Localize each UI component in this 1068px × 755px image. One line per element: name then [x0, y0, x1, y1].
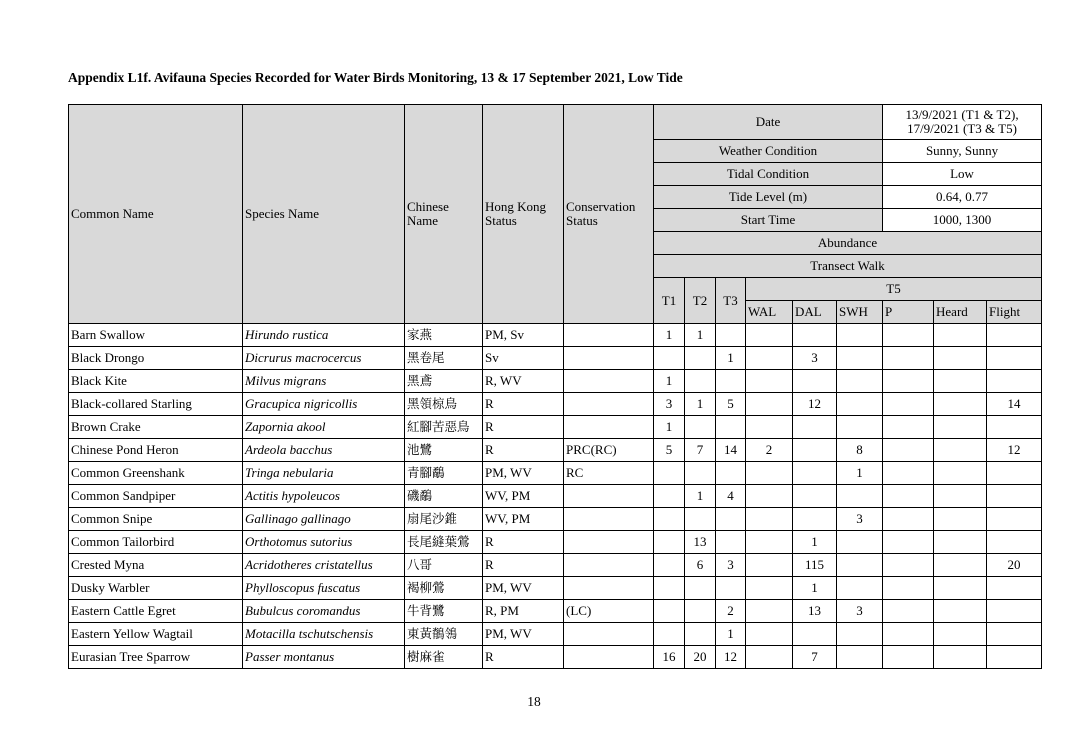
- flight-cell: [987, 370, 1042, 393]
- t1-cell: [654, 462, 685, 485]
- chinese-name-cell: 樹麻雀: [405, 646, 483, 669]
- t3-cell: [716, 577, 746, 600]
- table-row: [69, 370, 1042, 393]
- hk-status-cell: PM, WV: [483, 462, 564, 485]
- t1-cell: [654, 623, 685, 646]
- chinese-name-cell: 扇尾沙錐: [405, 508, 483, 531]
- dal-cell: [793, 462, 837, 485]
- dal-cell: 1: [793, 577, 837, 600]
- wal-cell: [746, 646, 793, 669]
- hk-status-cell: R: [483, 554, 564, 577]
- header-hk-status: Hong Kong Status: [483, 105, 564, 324]
- t1-cell: 1: [654, 324, 685, 347]
- flight-cell: [987, 646, 1042, 669]
- common-name-cell: Eurasian Tree Sparrow: [69, 646, 243, 669]
- start-time-value: 1000, 1300: [883, 209, 1042, 232]
- header-wal: WAL: [746, 301, 793, 324]
- common-name-cell: Eastern Cattle Egret: [69, 600, 243, 623]
- t2-cell: [685, 370, 716, 393]
- common-name-cell: Crested Myna: [69, 554, 243, 577]
- chinese-name-cell: 褐柳鶯: [405, 577, 483, 600]
- species-name-cell: Phylloscopus fuscatus: [243, 577, 405, 600]
- conservation-status-cell: [564, 393, 654, 416]
- conservation-status-cell: PRC(RC): [564, 439, 654, 462]
- table-row: [69, 577, 1042, 600]
- t1-cell: [654, 577, 685, 600]
- wal-cell: [746, 531, 793, 554]
- dal-cell: 7: [793, 646, 837, 669]
- conservation-status-cell: (LC): [564, 600, 654, 623]
- conservation-status-cell: [564, 554, 654, 577]
- conservation-status-cell: [564, 623, 654, 646]
- t3-cell: 14: [716, 439, 746, 462]
- t3-cell: 4: [716, 485, 746, 508]
- t2-cell: 1: [685, 485, 716, 508]
- species-name-cell: Zapornia akool: [243, 416, 405, 439]
- wal-cell: [746, 393, 793, 416]
- hk-status-cell: Sv: [483, 347, 564, 370]
- t2-cell: [685, 623, 716, 646]
- conservation-status-cell: [564, 508, 654, 531]
- t3-cell: 2: [716, 600, 746, 623]
- conservation-status-cell: [564, 646, 654, 669]
- t3-cell: [716, 531, 746, 554]
- dal-cell: [793, 324, 837, 347]
- swh-cell: [837, 623, 883, 646]
- t3-cell: 1: [716, 347, 746, 370]
- p-cell: [883, 508, 934, 531]
- swh-cell: 3: [837, 508, 883, 531]
- heard-cell: [934, 554, 987, 577]
- header-heard: Heard: [934, 301, 987, 324]
- t3-cell: 1: [716, 623, 746, 646]
- conservation-status-cell: RC: [564, 462, 654, 485]
- chinese-name-cell: 八哥: [405, 554, 483, 577]
- species-name-cell: Acridotheres cristatellus: [243, 554, 405, 577]
- species-name-cell: Gallinago gallinago: [243, 508, 405, 531]
- p-cell: [883, 393, 934, 416]
- header-common-name: Common Name: [69, 105, 243, 324]
- common-name-cell: Black Drongo: [69, 347, 243, 370]
- heard-cell: [934, 439, 987, 462]
- table-row: [69, 508, 1042, 531]
- weather-label: Weather Condition: [654, 140, 883, 163]
- swh-cell: [837, 577, 883, 600]
- wal-cell: [746, 485, 793, 508]
- species-name-cell: Motacilla tschutschensis: [243, 623, 405, 646]
- table-row: [69, 485, 1042, 508]
- dal-cell: [793, 508, 837, 531]
- flight-cell: [987, 531, 1042, 554]
- wal-cell: [746, 508, 793, 531]
- hk-status-cell: R: [483, 439, 564, 462]
- swh-cell: [837, 485, 883, 508]
- p-cell: [883, 554, 934, 577]
- table-row: [69, 324, 1042, 347]
- header-p: P: [883, 301, 934, 324]
- table-row: [69, 462, 1042, 485]
- p-cell: [883, 577, 934, 600]
- chinese-name-cell: 紅腳苦惡鳥: [405, 416, 483, 439]
- dal-cell: 13: [793, 600, 837, 623]
- dal-cell: 12: [793, 393, 837, 416]
- header-t3: T3: [716, 278, 746, 324]
- p-cell: [883, 347, 934, 370]
- table-row: [69, 416, 1042, 439]
- table-row: [69, 347, 1042, 370]
- header-t1: T1: [654, 278, 685, 324]
- hk-status-cell: PM, Sv: [483, 324, 564, 347]
- chinese-name-cell: 長尾縫葉鶯: [405, 531, 483, 554]
- chinese-name-cell: 青腳鷸: [405, 462, 483, 485]
- species-name-cell: Actitis hypoleucos: [243, 485, 405, 508]
- t2-cell: 20: [685, 646, 716, 669]
- t3-cell: 5: [716, 393, 746, 416]
- t1-cell: 1: [654, 370, 685, 393]
- wal-cell: [746, 370, 793, 393]
- t2-cell: 7: [685, 439, 716, 462]
- common-name-cell: Common Tailorbird: [69, 531, 243, 554]
- heard-cell: [934, 508, 987, 531]
- swh-cell: 8: [837, 439, 883, 462]
- p-cell: [883, 600, 934, 623]
- swh-cell: [837, 416, 883, 439]
- chinese-name-cell: 牛背鷺: [405, 600, 483, 623]
- swh-cell: [837, 554, 883, 577]
- header-chinese-name: Chinese Name: [405, 105, 483, 324]
- wal-cell: 2: [746, 439, 793, 462]
- flight-cell: [987, 324, 1042, 347]
- hk-status-cell: R: [483, 393, 564, 416]
- swh-cell: 1: [837, 462, 883, 485]
- flight-cell: [987, 416, 1042, 439]
- conservation-status-cell: [564, 416, 654, 439]
- t2-cell: 1: [685, 393, 716, 416]
- header-dal: DAL: [793, 301, 837, 324]
- p-cell: [883, 324, 934, 347]
- t2-cell: [685, 416, 716, 439]
- wal-cell: [746, 324, 793, 347]
- flight-cell: [987, 577, 1042, 600]
- header-swh: SWH: [837, 301, 883, 324]
- flight-cell: [987, 600, 1042, 623]
- table-row: [69, 623, 1042, 646]
- t2-cell: [685, 577, 716, 600]
- hk-status-cell: PM, WV: [483, 577, 564, 600]
- t1-cell: 3: [654, 393, 685, 416]
- appendix-title: Appendix L1f. Avifauna Species Recorded for Water Birds Monitoring, 13 & 17 September 2021, Low Tide: [68, 70, 683, 85]
- header-species-name: Species Name: [243, 105, 405, 324]
- header-t2: T2: [685, 278, 716, 324]
- species-name-cell: Milvus migrans: [243, 370, 405, 393]
- chinese-name-cell: 東黃鶺鴒: [405, 623, 483, 646]
- wal-cell: [746, 623, 793, 646]
- t3-cell: [716, 324, 746, 347]
- species-name-cell: Tringa nebularia: [243, 462, 405, 485]
- flight-cell: 12: [987, 439, 1042, 462]
- t2-cell: [685, 347, 716, 370]
- common-name-cell: Common Sandpiper: [69, 485, 243, 508]
- species-name-cell: Passer montanus: [243, 646, 405, 669]
- species-name-cell: Bubulcus coromandus: [243, 600, 405, 623]
- dal-cell: [793, 439, 837, 462]
- p-cell: [883, 370, 934, 393]
- table-row: [69, 531, 1042, 554]
- species-name-cell: Hirundo rustica: [243, 324, 405, 347]
- chinese-name-cell: 家燕: [405, 324, 483, 347]
- t3-cell: 12: [716, 646, 746, 669]
- hk-status-cell: WV, PM: [483, 485, 564, 508]
- t2-cell: 6: [685, 554, 716, 577]
- dal-cell: 1: [793, 531, 837, 554]
- species-rows: [69, 324, 1042, 669]
- common-name-cell: Black-collared Starling: [69, 393, 243, 416]
- species-table: [68, 104, 1042, 669]
- heard-cell: [934, 370, 987, 393]
- species-name-cell: Gracupica nigricollis: [243, 393, 405, 416]
- p-cell: [883, 462, 934, 485]
- date-value: 13/9/2021 (T1 & T2), 17/9/2021 (T3 & T5): [883, 105, 1042, 140]
- transect-walk-header: Transect Walk: [654, 255, 1042, 278]
- page-number: 18: [527, 694, 541, 709]
- conservation-status-cell: [564, 324, 654, 347]
- p-cell: [883, 646, 934, 669]
- t3-cell: 3: [716, 554, 746, 577]
- species-name-cell: Orthotomus sutorius: [243, 531, 405, 554]
- p-cell: [883, 623, 934, 646]
- flight-cell: [987, 347, 1042, 370]
- chinese-name-cell: 池鷺: [405, 439, 483, 462]
- table-row: [69, 600, 1042, 623]
- t1-cell: [654, 600, 685, 623]
- hk-status-cell: WV, PM: [483, 508, 564, 531]
- p-cell: [883, 416, 934, 439]
- common-name-cell: Common Greenshank: [69, 462, 243, 485]
- heard-cell: [934, 462, 987, 485]
- t1-cell: 5: [654, 439, 685, 462]
- common-name-cell: Barn Swallow: [69, 324, 243, 347]
- heard-cell: [934, 531, 987, 554]
- swh-cell: [837, 393, 883, 416]
- t2-cell: 13: [685, 531, 716, 554]
- wal-cell: [746, 600, 793, 623]
- conservation-status-cell: [564, 347, 654, 370]
- t2-cell: [685, 462, 716, 485]
- conservation-status-cell: [564, 485, 654, 508]
- tidal-label: Tidal Condition: [654, 163, 883, 186]
- chinese-name-cell: 黑領椋鳥: [405, 393, 483, 416]
- swh-cell: [837, 646, 883, 669]
- hk-status-cell: R: [483, 531, 564, 554]
- header-t5: T5: [746, 278, 1042, 301]
- t2-cell: 1: [685, 324, 716, 347]
- heard-cell: [934, 600, 987, 623]
- tide-level-value: 0.64, 0.77: [883, 186, 1042, 209]
- date-label: Date: [654, 105, 883, 140]
- t3-cell: [716, 370, 746, 393]
- dal-cell: [793, 485, 837, 508]
- heard-cell: [934, 646, 987, 669]
- flight-cell: 20: [987, 554, 1042, 577]
- t1-cell: [654, 508, 685, 531]
- start-time-label: Start Time: [654, 209, 883, 232]
- common-name-cell: Brown Crake: [69, 416, 243, 439]
- p-cell: [883, 439, 934, 462]
- chinese-name-cell: 黑鳶: [405, 370, 483, 393]
- t1-cell: 1: [654, 416, 685, 439]
- flight-cell: [987, 485, 1042, 508]
- heard-cell: [934, 485, 987, 508]
- flight-cell: [987, 462, 1042, 485]
- conservation-status-cell: [564, 577, 654, 600]
- t1-cell: 16: [654, 646, 685, 669]
- dal-cell: [793, 416, 837, 439]
- dal-cell: 3: [793, 347, 837, 370]
- t1-cell: [654, 485, 685, 508]
- swh-cell: 3: [837, 600, 883, 623]
- hk-status-cell: R, PM: [483, 600, 564, 623]
- table-row: [69, 393, 1042, 416]
- chinese-name-cell: 磯鷸: [405, 485, 483, 508]
- p-cell: [883, 531, 934, 554]
- t1-cell: [654, 347, 685, 370]
- dal-cell: 115: [793, 554, 837, 577]
- hk-status-cell: R: [483, 646, 564, 669]
- species-name-cell: Dicrurus macrocercus: [243, 347, 405, 370]
- dal-cell: [793, 370, 837, 393]
- flight-cell: 14: [987, 393, 1042, 416]
- t3-cell: [716, 416, 746, 439]
- table-row: [69, 439, 1042, 462]
- conservation-status-cell: [564, 370, 654, 393]
- species-name-cell: Ardeola bacchus: [243, 439, 405, 462]
- hk-status-cell: R: [483, 416, 564, 439]
- header-flight: Flight: [987, 301, 1042, 324]
- common-name-cell: Black Kite: [69, 370, 243, 393]
- flight-cell: [987, 623, 1042, 646]
- abundance-header: Abundance: [654, 232, 1042, 255]
- swh-cell: [837, 324, 883, 347]
- table-row: [69, 646, 1042, 669]
- wal-cell: [746, 554, 793, 577]
- swh-cell: [837, 347, 883, 370]
- common-name-cell: Eastern Yellow Wagtail: [69, 623, 243, 646]
- common-name-cell: Dusky Warbler: [69, 577, 243, 600]
- flight-cell: [987, 508, 1042, 531]
- swh-cell: [837, 531, 883, 554]
- common-name-cell: Common Snipe: [69, 508, 243, 531]
- wal-cell: [746, 347, 793, 370]
- heard-cell: [934, 416, 987, 439]
- heard-cell: [934, 623, 987, 646]
- table-row: [69, 554, 1042, 577]
- heard-cell: [934, 577, 987, 600]
- common-name-cell: Chinese Pond Heron: [69, 439, 243, 462]
- tidal-value: Low: [883, 163, 1042, 186]
- hk-status-cell: R, WV: [483, 370, 564, 393]
- wal-cell: [746, 416, 793, 439]
- header-conservation-status: Conservation Status: [564, 105, 654, 324]
- heard-cell: [934, 393, 987, 416]
- wal-cell: [746, 462, 793, 485]
- p-cell: [883, 485, 934, 508]
- t3-cell: [716, 462, 746, 485]
- dal-cell: [793, 623, 837, 646]
- wal-cell: [746, 577, 793, 600]
- tide-level-label: Tide Level (m): [654, 186, 883, 209]
- heard-cell: [934, 347, 987, 370]
- t2-cell: [685, 600, 716, 623]
- t2-cell: [685, 508, 716, 531]
- t1-cell: [654, 554, 685, 577]
- chinese-name-cell: 黑卷尾: [405, 347, 483, 370]
- swh-cell: [837, 370, 883, 393]
- weather-value: Sunny, Sunny: [883, 140, 1042, 163]
- conservation-status-cell: [564, 531, 654, 554]
- hk-status-cell: PM, WV: [483, 623, 564, 646]
- heard-cell: [934, 324, 987, 347]
- t3-cell: [716, 508, 746, 531]
- t1-cell: [654, 531, 685, 554]
